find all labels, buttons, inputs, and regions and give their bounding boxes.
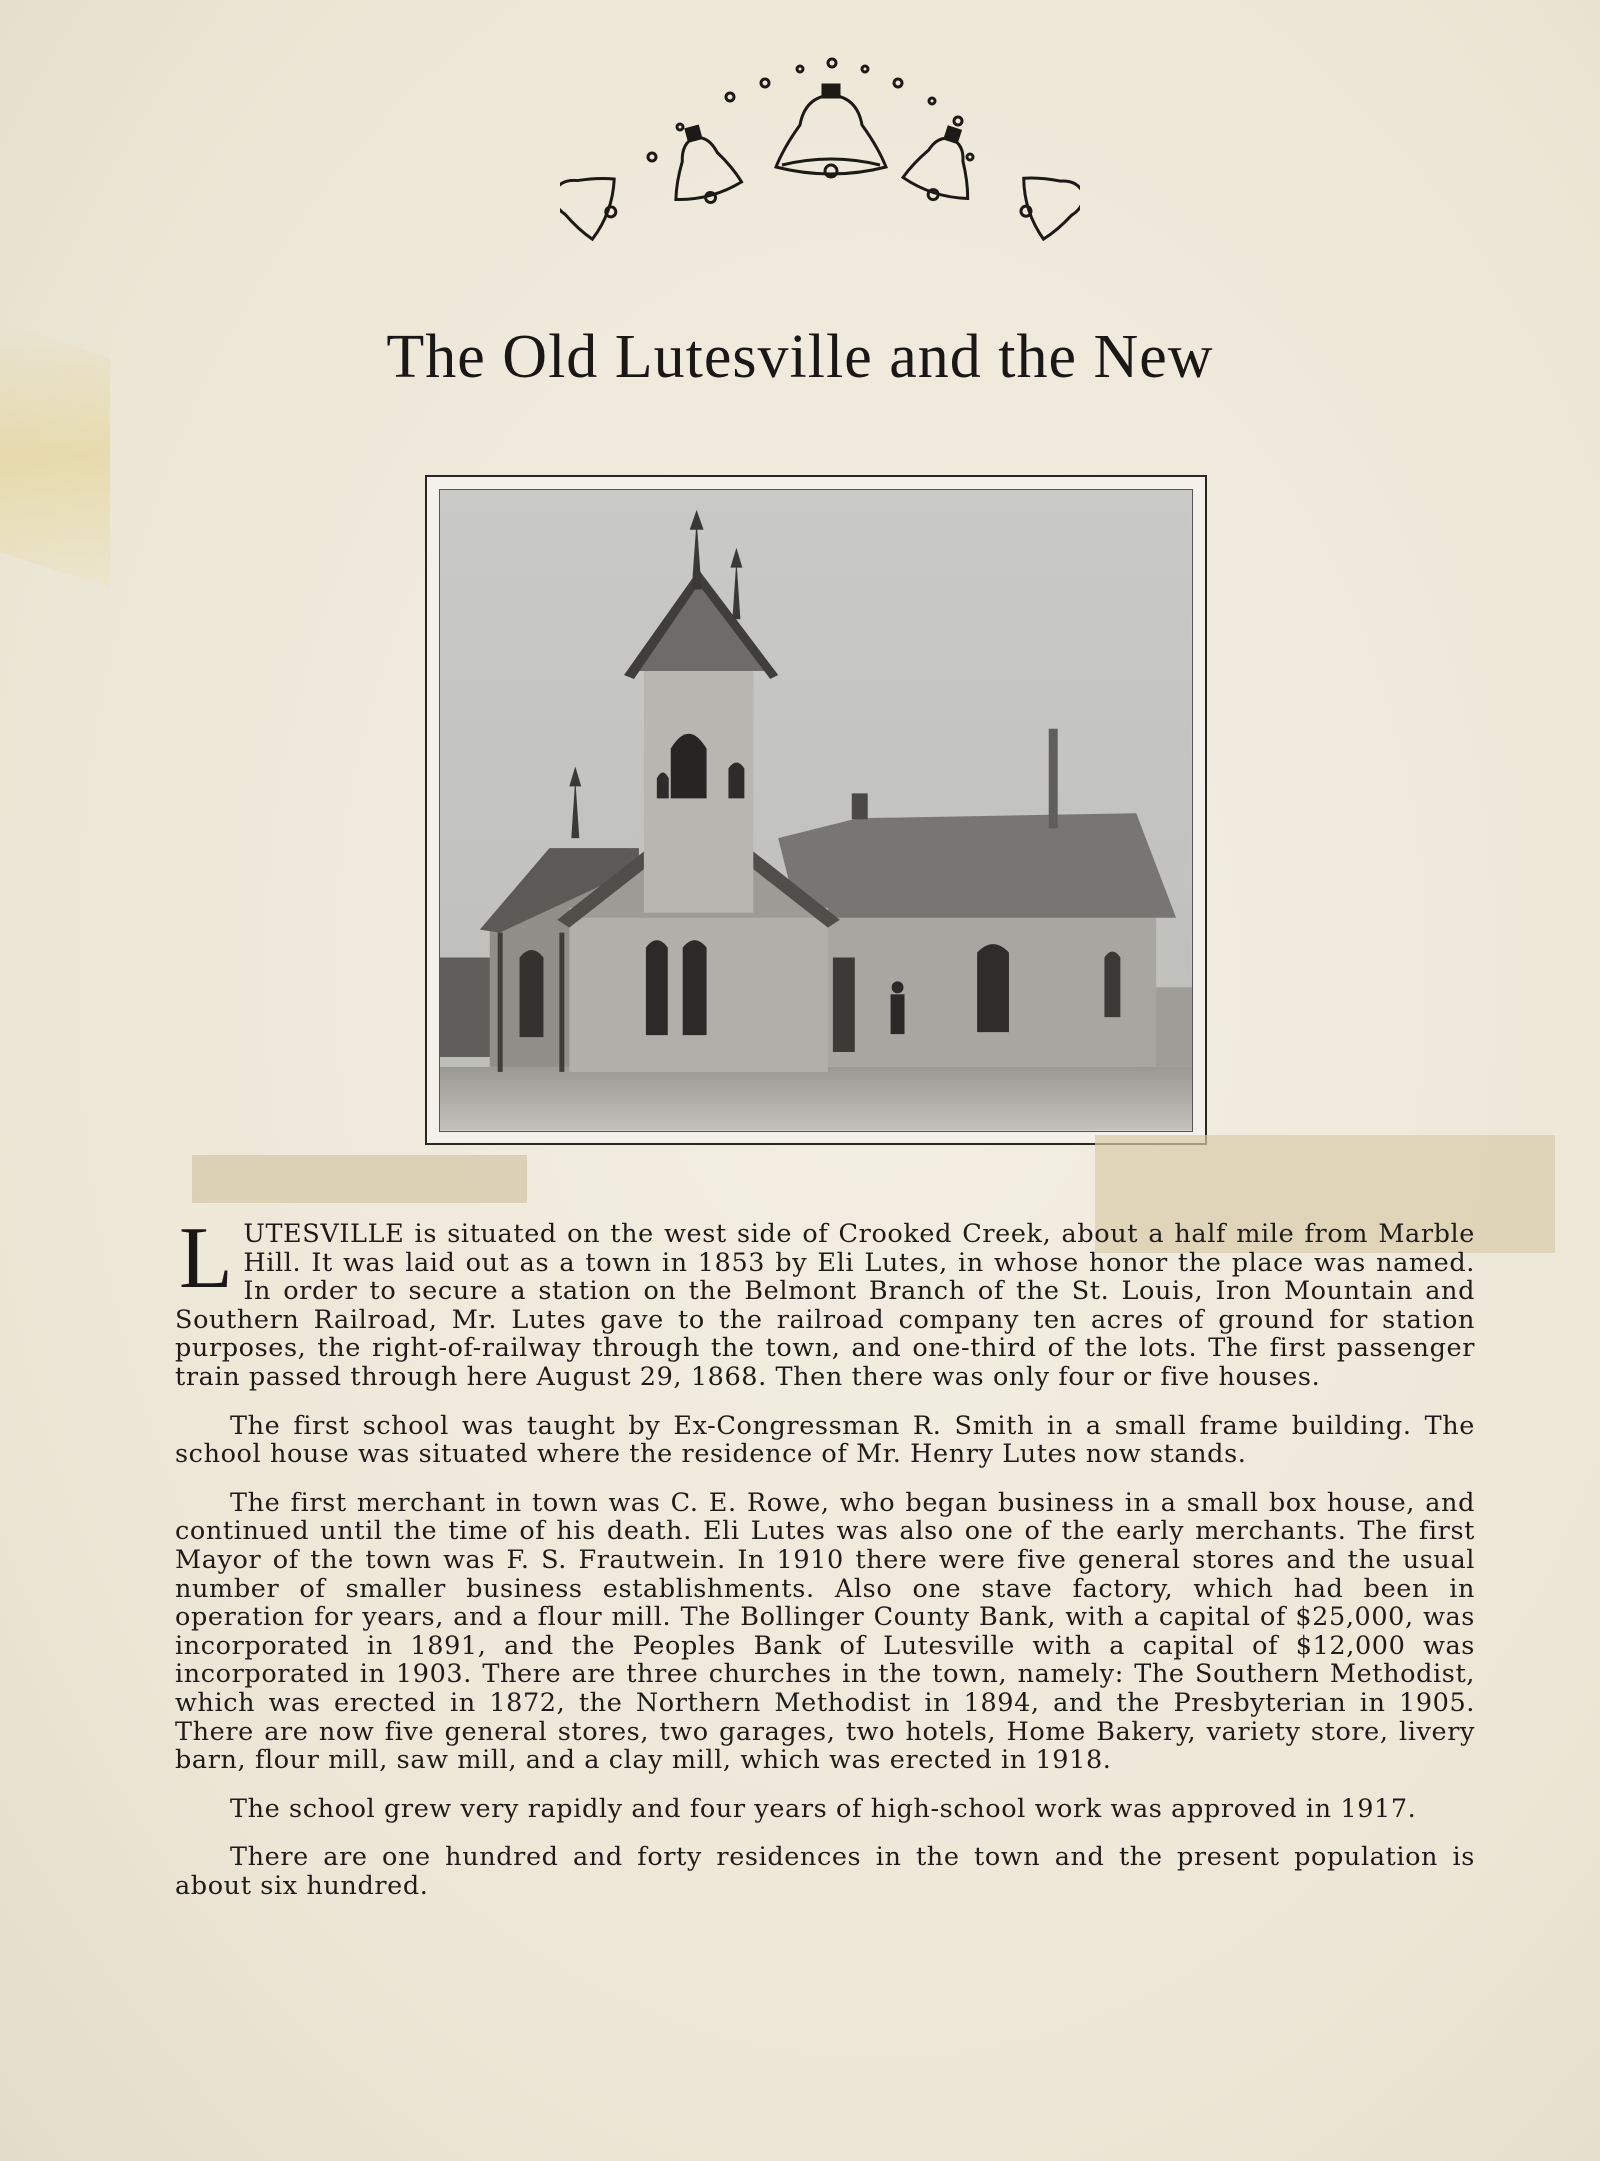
ornament-dot: [648, 153, 656, 161]
tape-strip-left: [192, 1155, 527, 1203]
right-bell-icon: [899, 118, 987, 209]
center-bell-icon: [776, 85, 886, 177]
ornament-dot: [862, 66, 868, 72]
left-bell-icon: [659, 119, 745, 211]
ornament-dot: [894, 79, 902, 87]
paragraph-text: UTESVILLE is situated on the west side of Crooked Creek, about a half mile from Marble Hill. It was laid out as a town in 1853 by Eli Lutes, in whose honor the place was named. In order to secure a station on the Belmont Branch of the St. Louis, Iron Mountain and Southern Railroad, Mr. Lutes gave to the railroad company ten acres of ground for station purposes, the right-of-railway through the town, and one-third of the lots. The first passenger train passed through here August 29, 1868. Then there was only four or five houses.: [175, 1219, 1475, 1392]
ornament-dot: [761, 79, 769, 87]
page-title: The Old Lutesville and the New: [386, 323, 1214, 391]
ornament-dot: [967, 154, 973, 160]
article-paragraph: The school grew very rapidly and four years of high-school work was approved in 1917.: [230, 1793, 1417, 1824]
article-paragraph: The first school was taught by Ex-Congressman R. Smith in a small frame building. The school house was situated where the residence of Mr. Henry Lutes now stands.: [175, 1410, 1475, 1470]
ornament-dot: [954, 117, 962, 125]
article-paragraph: There are one hundred and forty residences in the town and the present population is about six hundred.: [175, 1842, 1475, 1901]
far-right-bell-icon: [1011, 162, 1080, 243]
photo-frame: [425, 475, 1207, 1145]
far-left-bell-icon: [560, 161, 626, 243]
church-photo: [439, 489, 1193, 1132]
ornament-dot: [726, 93, 734, 101]
article-paragraph: The first merchant in town was C. E. Rowe, who began business in a small box house, and continued until the time of his death. Eli Lutes was also one of the early merchants. The first Mayor of the town was F. S. Frautwein. In 1910 there were five general stores and the usual number of smaller business establishments. Also one stave factory, which had been in operation for years, and a flour mill. The Bollinger County Bank, with a capital of $25,000, was incorporated in 1891, and the Peoples Bank of Lutesville with a capital of $12,000 was incorporated in 1903. There are three churches in the town, namely: The Southern Methodist, which was erected in 1872, the Northern Methodist in 1894, and the Presbyterian in 1905. There are now five general stores, two garages, two hotels, Home Bakery, variety store, livery barn, flour mill, saw mill, and a clay mill, which was erected in 1918.: [175, 1487, 1475, 1776]
ornament-dot: [677, 124, 683, 130]
drop-cap: L: [179, 1210, 234, 1307]
ornament-dot: [828, 59, 836, 67]
article-body: [175, 1210, 1475, 1920]
ornament-dot: [929, 98, 935, 104]
article-paragraph: [175, 1210, 1475, 1392]
bells-icon: [560, 55, 1080, 245]
ornament-dot: [797, 66, 803, 72]
